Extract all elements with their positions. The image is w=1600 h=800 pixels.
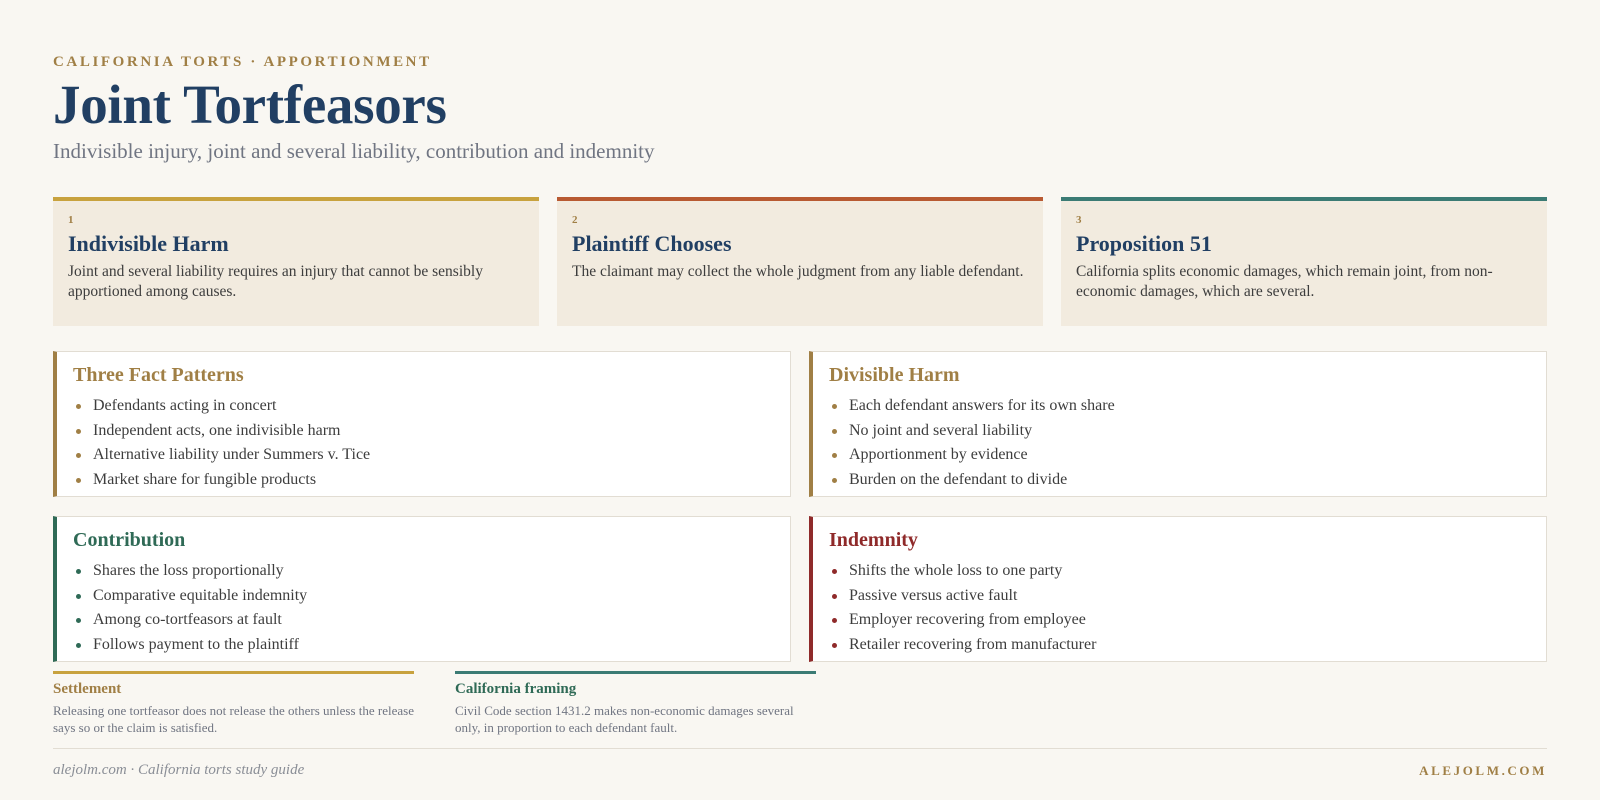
list-item-text: Defendants acting in concert	[93, 397, 277, 414]
card-text: California splits economic damages, which remain joint, from non-economic damages, which are several.	[1076, 263, 1493, 301]
list-item	[849, 608, 1530, 633]
bullet-icon	[76, 404, 81, 409]
list-item-text: Alternative liability under Summers v. Tice	[93, 446, 371, 463]
card-text: Joint and several liability requires an injury that cannot be sensibly apportioned among causes.	[68, 263, 483, 301]
footer-divider	[53, 748, 1547, 749]
note-title: Settlement	[53, 681, 122, 697]
panel-list	[73, 559, 774, 657]
card-number: 2	[572, 214, 578, 226]
list-item	[93, 633, 774, 658]
bullet-icon	[832, 643, 837, 648]
bullet-icon	[832, 478, 837, 483]
footer-site-link[interactable]: ALEJOLM.COM	[1419, 763, 1547, 778]
list-item	[849, 468, 1530, 493]
bullet-icon	[76, 618, 81, 623]
list-item	[849, 584, 1530, 609]
panel-title: Divisible Harm	[829, 364, 960, 386]
bullet-icon	[76, 594, 81, 599]
list-item-text: Follows payment to the plaintiff	[93, 635, 299, 653]
card-proposition-51	[1061, 197, 1547, 326]
card-plaintiff-chooses	[557, 197, 1043, 326]
bullet-icon	[832, 404, 837, 409]
study-guide-page	[53, 0, 1547, 800]
bullet-icon	[76, 478, 81, 483]
eyebrow-label: CALIFORNIA TORTS · APPORTIONMENT	[53, 54, 432, 70]
note-title: California framing	[455, 681, 577, 697]
card-number: 3	[1076, 214, 1082, 226]
list-item-text: Independent acts, one indivisible harm	[93, 421, 341, 439]
card-title: Proposition 51	[1076, 231, 1212, 256]
footer-credit: alejolm.com · California torts study guide	[53, 762, 305, 778]
panel-indemnity	[809, 516, 1547, 662]
list-item-text: Each defendant answers for its own share	[849, 397, 1115, 414]
bullet-icon	[76, 429, 81, 434]
list-item	[93, 584, 774, 609]
panel-list	[73, 394, 774, 492]
page-title: Joint Tortfeasors	[53, 74, 447, 135]
panel-title: Indemnity	[829, 529, 918, 551]
bullet-icon	[832, 618, 837, 623]
key-concepts-row	[53, 197, 1547, 329]
panel-title: Three Fact Patterns	[73, 364, 244, 386]
list-item	[93, 608, 774, 633]
panel-list	[829, 559, 1530, 657]
bullet-icon	[832, 429, 837, 434]
list-item	[849, 559, 1530, 584]
list-item	[849, 394, 1530, 419]
note-settlement	[53, 671, 414, 736]
page-subtitle: Indivisible injury, joint and several liability, contribution and indemnity	[53, 139, 655, 163]
bullet-icon	[76, 643, 81, 648]
panel-title: Contribution	[73, 529, 186, 551]
card-indivisible-harm	[53, 197, 539, 326]
card-title: Indivisible Harm	[68, 231, 229, 256]
list-item	[93, 559, 774, 584]
list-item	[93, 419, 774, 444]
list-item-text: No joint and several liability	[849, 421, 1033, 439]
note-text: Civil Code section 1431.2 makes non-economic damages several only, in proportion to each defendant fault.	[455, 703, 794, 735]
list-item-text: Employer recovering from employee	[849, 611, 1086, 628]
list-item-text: Shifts the whole loss to one party	[849, 562, 1063, 579]
list-item-text: Burden on the defendant to divide	[849, 470, 1068, 488]
list-item-text: Passive versus active fault	[849, 586, 1018, 604]
list-item	[849, 419, 1530, 444]
list-item	[849, 633, 1530, 658]
card-title: Plaintiff Chooses	[572, 231, 732, 256]
list-item	[849, 443, 1530, 468]
list-item	[93, 443, 774, 468]
list-item-text: Market share for fungible products	[93, 470, 317, 488]
bullet-icon	[832, 453, 837, 458]
list-item-text: Among co-tortfeasors at fault	[93, 611, 282, 628]
list-item-text: Shares the loss proportionally	[93, 562, 284, 579]
panel-list	[829, 394, 1530, 492]
list-item-text: Apportionment by evidence	[849, 446, 1028, 463]
list-item-text: Comparative equitable indemnity	[93, 586, 308, 604]
bullet-icon	[832, 569, 837, 574]
bullet-icon	[76, 453, 81, 458]
panel-contribution	[53, 516, 791, 662]
bullet-icon	[76, 569, 81, 574]
note-text: Releasing one tortfeasor does not release the others unless the release says so or the claim is satisfied.	[53, 703, 414, 735]
card-number: 1	[68, 214, 74, 226]
list-item	[93, 468, 774, 493]
list-item	[93, 394, 774, 419]
note-california-framing	[455, 671, 816, 736]
list-item-text: Retailer recovering from manufacturer	[849, 635, 1097, 653]
bullet-icon	[832, 594, 837, 599]
panel-three-fact-patterns	[53, 351, 791, 497]
panel-divisible-harm	[809, 351, 1547, 497]
card-text: The claimant may collect the whole judgment from any liable defendant.	[572, 263, 1024, 281]
